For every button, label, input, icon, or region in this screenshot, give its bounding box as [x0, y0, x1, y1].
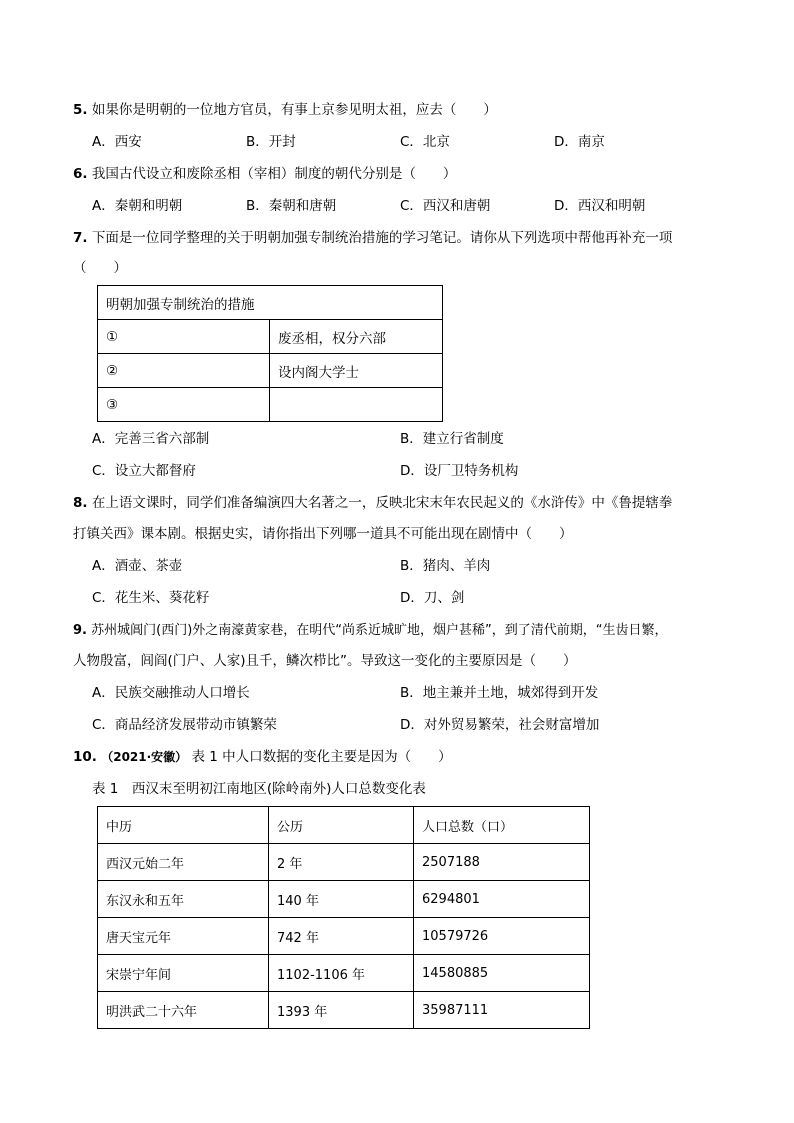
table-row — [98, 388, 443, 422]
table-cell: 设内阁大学士 — [270, 354, 443, 388]
question-8-line2: 打镇关西》课本剧。根据史实，请你指出下列哪一道具不可能出现在剧情中（ ） — [73, 526, 573, 542]
question-text: 苏州城阊门(西门)外之南濠黄家巷，在明代“尚系近城旷地，烟户甚稀”，到了清代前期，“生齿日繁， — [91, 623, 668, 638]
option-a[interactable]: A．酒壶、茶壶 — [92, 558, 183, 574]
table-row — [98, 955, 590, 992]
table-cell: 14580885 — [414, 955, 590, 992]
table-header-cell: 人口总数（口） — [414, 807, 590, 844]
table-cell: 东汉永和五年 — [98, 881, 269, 918]
option-c[interactable]: C．花生米、葵花籽 — [92, 590, 210, 606]
table-cell: 140 年 — [269, 881, 414, 918]
option-b[interactable]: B．地主兼并土地，城郊得到开发 — [400, 685, 599, 701]
question-9 — [73, 621, 667, 641]
question-6 — [73, 164, 456, 184]
option-b[interactable]: B．开封 — [246, 134, 296, 150]
question-text: 下面是一位同学整理的关于明朝加强专制统治措施的学习笔记。请你从下列选项中帮他再补充一项 — [91, 230, 673, 246]
table-cell: 唐天宝元年 — [98, 918, 269, 955]
question-5 — [73, 100, 497, 120]
table-cell: ③ — [98, 388, 270, 422]
table-row — [98, 881, 590, 918]
question-10 — [73, 747, 452, 767]
option-b[interactable]: B．秦朝和唐朝 — [246, 198, 337, 214]
measures-table — [97, 285, 443, 422]
option-c[interactable]: C．商品经济发展带动市镇繁荣 — [92, 717, 277, 733]
option-a[interactable]: A．民族交融推动人口增长 — [92, 685, 250, 701]
option-d[interactable]: D．设厂卫特务机构 — [400, 463, 519, 479]
question-text: 在上语文课时，同学们准备编演四大名著之一，反映北宋末年农民起义的《水浒传》中《鲁提辖拳 — [91, 495, 673, 511]
table-caption: 表 1 西汉末至明初江南地区(除岭南外)人口总数变化表 — [92, 781, 426, 797]
question-8 — [73, 493, 672, 513]
option-a[interactable]: A．秦朝和明朝 — [92, 198, 183, 214]
question-source: （2021·安徽） — [101, 750, 188, 764]
table-cell: 2 年 — [269, 844, 414, 881]
table-cell: ① — [98, 320, 270, 354]
table-cell: 废丞相，权分六部 — [270, 320, 443, 354]
table-cell: 742 年 — [269, 918, 414, 955]
question-number: 7. — [73, 230, 88, 246]
question-text: 我国古代设立和废除丞相（宰相）制度的朝代分别是（ ） — [91, 166, 457, 182]
question-7 — [73, 228, 672, 248]
question-number: 8. — [73, 495, 88, 511]
option-c[interactable]: C．北京 — [400, 134, 450, 150]
question-text: 表 1 中人口数据的变化主要是因为（ ） — [191, 749, 452, 765]
question-text: 如果你是明朝的一位地方官员，有事上京参见明太祖，应去（ ） — [91, 102, 497, 118]
table-cell: 1393 年 — [269, 992, 414, 1029]
table-cell: 10579726 — [414, 918, 590, 955]
option-d[interactable]: D．刀、剑 — [400, 590, 465, 606]
option-c[interactable]: C．西汉和唐朝 — [400, 198, 491, 214]
table-row — [98, 844, 590, 881]
table-cell — [270, 388, 443, 422]
table-cell: 1102-1106 年 — [269, 955, 414, 992]
option-d[interactable]: D．对外贸易繁荣，社会财富增加 — [400, 717, 600, 733]
table-row — [98, 286, 443, 320]
option-d[interactable]: D．南京 — [554, 134, 605, 150]
table-cell: 西汉元始二年 — [98, 844, 269, 881]
table-cell: 35987111 — [414, 992, 590, 1029]
table-cell: 宋崇宁年间 — [98, 955, 269, 992]
option-b[interactable]: B．建立行省制度 — [400, 431, 504, 447]
table-row — [98, 354, 443, 388]
table-row — [98, 807, 590, 844]
table-cell: ② — [98, 354, 270, 388]
question-number: 10. — [73, 749, 97, 765]
table-row — [98, 992, 590, 1029]
table-row — [98, 320, 443, 354]
question-number: 6. — [73, 166, 88, 182]
option-a[interactable]: A．完善三省六部制 — [92, 431, 210, 447]
table-header: 明朝加强专制统治的措施 — [98, 286, 443, 320]
option-b[interactable]: B．猪肉、羊肉 — [400, 558, 491, 574]
option-a[interactable]: A．西安 — [92, 134, 142, 150]
question-number: 9. — [73, 623, 87, 638]
table-cell: 明洪武二十六年 — [98, 992, 269, 1029]
table-row — [98, 918, 590, 955]
table-header-cell: 公历 — [269, 807, 414, 844]
question-9-line2: 人物殷富，闾阎(门户、人家)且千，鳞次栉比”。导致这一变化的主要原因是（ ） — [73, 653, 577, 669]
question-7-line2: （ ） — [73, 260, 127, 276]
option-d[interactable]: D．西汉和明朝 — [554, 198, 646, 214]
table-cell: 2507188 — [414, 844, 590, 881]
option-c[interactable]: C．设立大都督府 — [92, 463, 196, 479]
table-cell: 6294801 — [414, 881, 590, 918]
population-table — [97, 806, 590, 1029]
question-number: 5. — [73, 102, 88, 118]
table-header-cell: 中历 — [98, 807, 269, 844]
